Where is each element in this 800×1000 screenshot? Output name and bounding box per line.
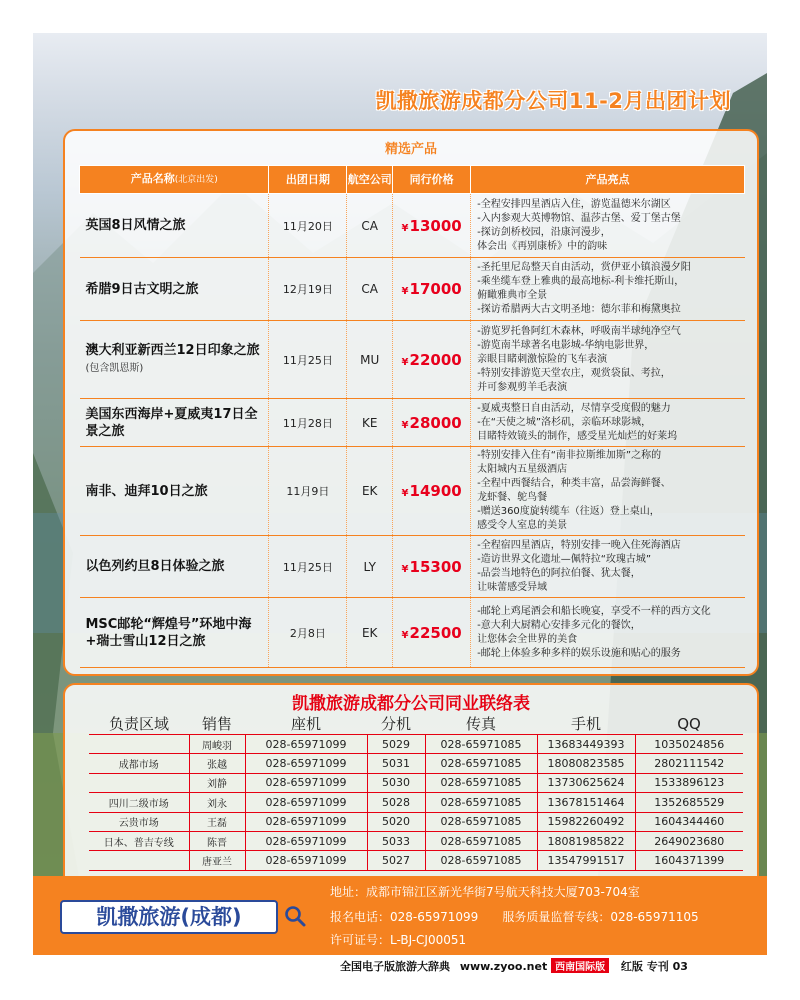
contact-name: 唐亚兰	[189, 851, 245, 870]
contact-fax: 028-65971085	[425, 735, 537, 754]
contact-name: 张越	[189, 754, 245, 773]
product-date: 12月19日	[269, 258, 347, 321]
edition-badge: 西南国际版	[551, 958, 609, 973]
product-date: 11月25日	[269, 536, 347, 598]
product-highlights	[471, 258, 745, 321]
highlight-line: -入内参观大英博物馆、温莎古堡、爱丁堡古堡	[477, 212, 681, 224]
highlight-line: -意大利大厨精心安排多元化的餐饮，	[477, 619, 641, 631]
contact-ext: 5030	[367, 773, 425, 792]
products-header-row	[80, 166, 745, 194]
contacts-title: 凯撒旅游成都分公司同业联络表	[292, 694, 530, 714]
product-date: 11月28日	[269, 399, 347, 447]
product-name: MSC邮轮“辉煌号”环地中海+瑞士雪山12日之旅	[80, 598, 269, 668]
header-price: 同行价格	[393, 166, 471, 194]
product-price: ¥22500	[393, 598, 471, 668]
contact-row	[89, 773, 743, 792]
header-airline: 航空公司	[347, 166, 393, 194]
contact-row	[89, 831, 743, 850]
product-highlights	[471, 598, 745, 668]
contact-region	[89, 773, 189, 792]
contact-qq: 1533896123	[635, 773, 743, 792]
product-row	[80, 399, 745, 447]
contact-qq: 2649023680	[635, 831, 743, 850]
highlight-line: -特别安排入住有“南非拉斯维加斯”之称的	[477, 450, 662, 461]
product-name: 南非、迪拜10日之旅	[80, 447, 269, 536]
contact-row	[89, 851, 743, 870]
footer-license: 许可证号：L-BJ-CJ00051	[330, 933, 467, 947]
contact-row	[89, 793, 743, 812]
product-airline: EK	[347, 447, 393, 536]
product-name: 希腊9日古文明之旅	[80, 258, 269, 321]
product-airline: CA	[347, 258, 393, 321]
contact-fax: 028-65971085	[425, 812, 537, 831]
highlight-line: 俯瞰雅典市全景	[477, 290, 548, 301]
contact-ext: 5031	[367, 754, 425, 773]
highlight-line: -圣托里尼岛整天自由活动，赏伊亚小镇浪漫夕阳	[477, 262, 691, 273]
footer	[33, 876, 767, 955]
highlight-line: -游览南半球著名电影城-华纳电影世界，	[477, 339, 655, 351]
contact-qq: 2802111542	[635, 754, 743, 773]
bottom-bar	[0, 958, 800, 1000]
highlight-line: 让味蕾感受异域	[477, 581, 548, 593]
highlight-line: -夏威夷整日自由活动，尽情享受度假的魅力	[477, 402, 671, 414]
product-row	[80, 321, 745, 399]
products-panel	[63, 129, 759, 676]
highlight-line: -全程中西餐结合，种类丰富，品尝海鲜餐、	[477, 478, 671, 489]
contact-qq: 1604344460	[635, 812, 743, 831]
contacts-table	[89, 713, 743, 871]
products-table	[79, 165, 745, 668]
highlight-line: -在“天使之城”洛杉矶，亲临环球影城，	[477, 416, 652, 428]
contact-name: 周峻羽	[189, 735, 245, 754]
highlight-line: -赠送360度旋转缆车（往返）登上桌山，	[477, 506, 660, 517]
product-price: ¥22000	[393, 321, 471, 399]
highlight-line: 龙虾餐、鸵鸟餐	[477, 492, 548, 503]
contacts-header-cell: 传真	[425, 713, 537, 735]
product-airline: LY	[347, 536, 393, 598]
contact-mobile: 13730625624	[537, 773, 635, 792]
footer-phone: 报名电话：028-65971099 服务质量监督专线：028-65971105	[330, 910, 699, 924]
header-name: 产品名称(北京出发)	[80, 166, 269, 194]
product-note: (包含凯恩斯)	[85, 363, 144, 374]
contact-region: 成都市场	[89, 754, 189, 773]
contact-region: 云贵市场	[89, 812, 189, 831]
highlight-line: 体会出《再别康桥》中的韵味	[477, 240, 608, 252]
contact-mobile: 13678151464	[537, 793, 635, 812]
highlight-line: 亲眼目睹刺激惊险的飞车表演	[477, 353, 608, 365]
contacts-header-cell: 分机	[367, 713, 425, 735]
highlight-line: -邮轮上鸡尾酒会和船长晚宴，享受不一样的西方文化	[477, 605, 711, 617]
contacts-header-cell: QQ	[635, 713, 743, 735]
contact-phone: 028-65971099	[245, 851, 367, 870]
contact-mobile: 13683449393	[537, 735, 635, 754]
highlight-line: -邮轮上体验多种多样的娱乐设施和贴心的服务	[477, 647, 681, 659]
publication-line	[340, 958, 767, 976]
product-row	[80, 598, 745, 668]
contacts-header-cell: 负责区域	[89, 713, 189, 735]
highlight-line: -品尝当地特色的阿拉伯餐、犹太餐，	[477, 567, 641, 579]
contact-fax: 028-65971085	[425, 851, 537, 870]
highlight-line: -游览罗托鲁阿红木森林，呼吸南半球纯净空气	[477, 325, 681, 337]
product-name: 澳大利亚新西兰12日印象之旅(包含凯恩斯)	[80, 321, 269, 399]
contacts-panel	[63, 683, 759, 897]
contact-name: 刘永	[189, 793, 245, 812]
product-name: 英国8日风情之旅	[80, 194, 269, 258]
contact-qq: 1352685529	[635, 793, 743, 812]
contact-name: 陈晋	[189, 831, 245, 850]
product-price: ¥13000	[393, 194, 471, 258]
product-row	[80, 447, 745, 536]
highlight-line: -乘坐缆车登上雅典的最高地标-利卡维托斯山，	[477, 276, 685, 287]
contact-phone: 028-65971099	[245, 773, 367, 792]
highlight-line: 并可参观剪羊毛表演	[477, 381, 568, 393]
contact-region	[89, 851, 189, 870]
product-airline: MU	[347, 321, 393, 399]
product-date: 11月9日	[269, 447, 347, 536]
contact-qq: 1604371399	[635, 851, 743, 870]
contact-name: 刘静	[189, 773, 245, 792]
highlight-line: 感受令人室息的美景	[477, 520, 568, 531]
product-date: 11月20日	[269, 194, 347, 258]
product-price: ¥15300	[393, 536, 471, 598]
contact-ext: 5033	[367, 831, 425, 850]
product-price: ¥17000	[393, 258, 471, 321]
product-date: 2月8日	[269, 598, 347, 668]
highlight-line: -探访希腊两大古文明圣地：德尔菲和梅黛奥拉	[477, 304, 681, 315]
header-date: 出团日期	[269, 166, 347, 194]
page-label: 红版 专刊 03	[620, 960, 688, 973]
contact-region: 四川二级市场	[89, 793, 189, 812]
brand-logo: 凯撒旅游(成都)	[60, 900, 278, 934]
contact-fax: 028-65971085	[425, 831, 537, 850]
contact-mobile: 18080823585	[537, 754, 635, 773]
product-row	[80, 536, 745, 598]
page-title: 凯撒旅游成都分公司11-2月出团计划	[375, 89, 731, 113]
products-section-title: 精选产品	[384, 142, 437, 157]
header-highlights: 产品亮点	[471, 166, 745, 194]
highlight-line: 太阳城内五星级酒店	[477, 464, 568, 475]
contact-ext: 5027	[367, 851, 425, 870]
contact-phone: 028-65971099	[245, 793, 367, 812]
product-name: 美国东西海岸+夏威夷17日全景之旅	[80, 399, 269, 447]
product-highlights	[471, 447, 745, 536]
product-date: 11月25日	[269, 321, 347, 399]
contact-qq: 1035024856	[635, 735, 743, 754]
contact-ext: 5028	[367, 793, 425, 812]
highlight-line: -造访世界文化遗址—佩特拉“玫瑰古城”	[477, 553, 652, 565]
publication-name: 全国电子版旅游大辞典	[340, 960, 450, 973]
product-airline: KE	[347, 399, 393, 447]
contact-phone: 028-65971099	[245, 735, 367, 754]
highlight-line: 目睹特效镜头的制作，感受星光灿烂的好莱坞	[477, 430, 678, 442]
contact-fax: 028-65971085	[425, 773, 537, 792]
highlight-line: 让您体会全世界的美食	[477, 633, 578, 645]
highlight-line: -探访剑桥校园，沿康河漫步，	[477, 226, 611, 238]
highlight-line: -全程宿四星酒店，特别安排一晚入住死海酒店	[477, 539, 681, 551]
contact-phone: 028-65971099	[245, 812, 367, 831]
product-price: ¥14900	[393, 447, 471, 536]
publication-url[interactable]: www.zyoo.net	[459, 960, 548, 973]
footer-address: 地址：成都市锦江区新光华街7号航天科技大厦703-704室	[330, 885, 640, 899]
product-row	[80, 194, 745, 258]
contact-ext: 5020	[367, 812, 425, 831]
contact-row	[89, 735, 743, 754]
contact-mobile: 15982260492	[537, 812, 635, 831]
contacts-header-row	[89, 713, 743, 735]
contact-row	[89, 754, 743, 773]
contact-mobile: 18081985822	[537, 831, 635, 850]
contact-region	[89, 735, 189, 754]
contact-region: 日本、普吉专线	[89, 831, 189, 850]
contacts-header-cell: 销售	[189, 713, 245, 735]
product-highlights	[471, 536, 745, 598]
contact-name: 王磊	[189, 812, 245, 831]
contact-phone: 028-65971099	[245, 831, 367, 850]
product-name: 以色列约旦8日体验之旅	[80, 536, 269, 598]
contacts-header-cell: 座机	[245, 713, 367, 735]
product-highlights	[471, 194, 745, 258]
highlight-line: -全程安排四星酒店入住，游览温德米尔湖区	[477, 198, 671, 210]
contacts-header-cell: 手机	[537, 713, 635, 735]
product-airline: EK	[347, 598, 393, 668]
product-highlights	[471, 321, 745, 399]
product-highlights	[471, 399, 745, 447]
contact-fax: 028-65971085	[425, 754, 537, 773]
highlight-line: -特别安排游览天堂农庄，观赏袋鼠、考拉，	[477, 367, 671, 379]
contact-row	[89, 812, 743, 831]
contact-fax: 028-65971085	[425, 793, 537, 812]
product-airline: CA	[347, 194, 393, 258]
product-price: ¥28000	[393, 399, 471, 447]
contact-phone: 028-65971099	[245, 754, 367, 773]
contact-mobile: 13547991517	[537, 851, 635, 870]
contact-ext: 5029	[367, 735, 425, 754]
search-icon	[283, 904, 307, 928]
product-row	[80, 258, 745, 321]
page-background	[33, 33, 767, 955]
